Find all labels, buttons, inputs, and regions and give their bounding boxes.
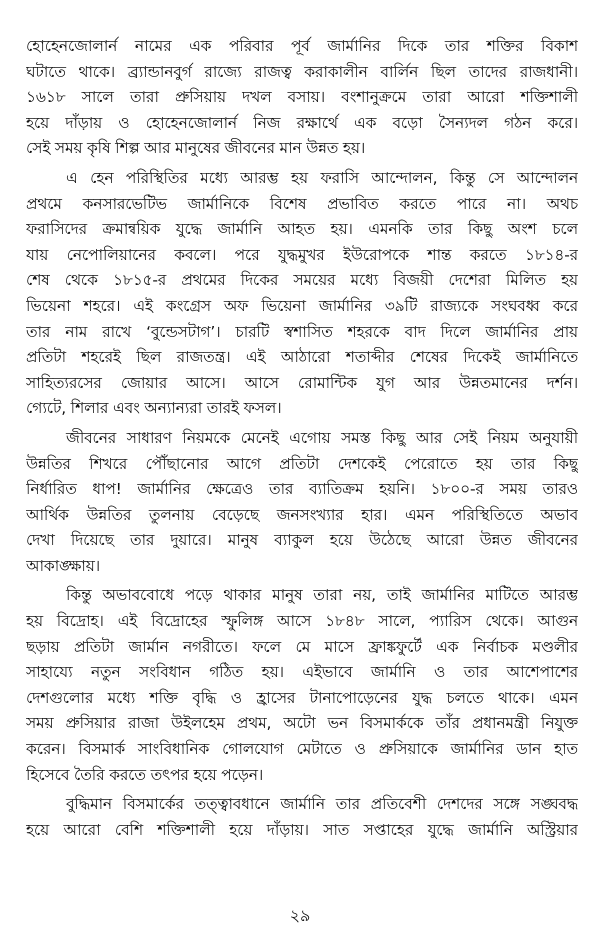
text-line: সাহিত্যরসের জোয়ার আসে। আসে রোমান্টিক যুগ আর উন্নতমানের দর্শন।: [26, 373, 578, 392]
text-line: এ হেন পরিস্থিতির মধ্যে আরম্ভ হয় ফরাসি আন্দোলন, কিন্তু সে আন্দোলন: [66, 168, 578, 187]
paragraph: [26, 34, 578, 162]
text-line: হিসেবে তৈরি করতে তৎপর হয়ে পড়েন।: [26, 765, 264, 784]
text-line: সাহায্যে নতুন সংবিধান গঠিত হয়। এইভাবে জার্মানি ও তার আশেপাশের: [26, 663, 578, 682]
text-line: ফরাসিদের ক্রমান্বয়িক যুদ্ধে জার্মানি আহত হয়। এমনকি তার কিছু অংশ চলে: [26, 220, 578, 239]
text-line: ১৬১৮ সালে তারা প্রুসিয়ায় দখল বসায়। বংশানুক্রমে তারা আরো শক্তিশালী: [26, 88, 578, 107]
text-line: নির্ধারিত ধাপ! জার্মানির ক্ষেত্রেও তার ব্যাতিক্রম হয়নি। ১৮০০-র সময় তারও: [26, 480, 578, 499]
text-line: করেন। বিসমার্ক সাংবিধানিক গোলযোগ মেটাতে ও প্রুসিয়াকে জার্মানির ডান হাত: [26, 740, 578, 759]
text-line: ছড়ায় প্রতিটা জার্মান নগরীতে। ফলে মে মাসে ফ্রাঙ্কফুর্টে এক নির্বাচক মণ্ডলীর: [26, 637, 578, 656]
paragraph: [26, 426, 578, 580]
text-line: আর্থিক উন্নতির তুলনায় বেড়েছে জনসংখ্যার হার। এমন পরিস্থিতিতে অভাব: [26, 505, 578, 524]
text-line: আকাঙ্ক্ষায়।: [26, 556, 101, 575]
text-line: দেশগুলোর মধ্যে শক্তি বৃদ্ধি ও হ্রাসের টানাপোড়েনের যুদ্ধ চলতে থাকে। এমন: [26, 688, 578, 707]
text-line: শেষ থেকে ১৮১৫-র প্রথমের দিকের সময়ের মধ্যে বিজয়ী দেশেরা মিলিত হয়: [26, 271, 578, 290]
text-line: গ্যেটে, শিলার এবং অন্যান্যরা তারই ফসল।: [26, 399, 282, 418]
text-line: হয়ে আরো বেশি শক্তিশালী হয়ে দাঁড়ায়। সাত সপ্তাহের যুদ্ধে জার্মানি অস্ট্রিয়ার: [26, 820, 578, 839]
text-line: যায় নেপোলিয়ানের কবলে। পরে যুদ্ধমুখর ইউরোপকে শান্ত করতে ১৮১৪-র: [26, 245, 578, 264]
text-line: বুদ্ধিমান বিসমার্কের তত্ত্বাবধানে জার্মানি তার প্রতিবেশী দেশদের সঙ্গে সঙ্ঘবদ্ধ: [66, 795, 578, 814]
text-line: ভিয়েনা শহরে। এই কংগ্রেস অফ ভিয়েনা জার্মানির ৩৯টি রাজ্যকে সংঘবধ্ব করে: [26, 296, 578, 315]
text-line: কিন্তু অভাববোধে পড়ে থাকার মানুষ তারা নয়, তাই জার্মানির মাটিতে আরম্ভ: [66, 586, 578, 605]
text-line: তার নাম রাখে ‘বুন্ডেসটাগ’। চারটি স্বশাসিত শহরকে বাদ দিলে জার্মানির প্রায়: [26, 322, 578, 341]
text-line: প্রতিটা শহরেই ছিল রাজতন্ত্র। এই আঠারো শতাব্দীর শেষের দিকেই জার্মানিতে: [26, 348, 578, 367]
text-line: হোহেনজোলার্ন নামের এক পরিবার পূর্ব জার্মানির দিকে তার শক্তির বিকাশ: [26, 37, 578, 55]
paragraph: [26, 792, 578, 843]
text-line: প্রথমে কনসারভেটিভ জার্মানিকে বিশেষ প্রভাবিত করতে পারে না। অথচ: [26, 194, 578, 213]
text-line: সেই সময় কৃষি শিল্প আর মানুষের জীবনের মান উন্নত হয়।: [26, 139, 366, 158]
paragraph: [26, 583, 578, 788]
text-line: দেখা দিয়েছে তার দুয়ারে। মানুষ ব্যাকুল হয়ে উঠেছে আরো উন্নত জীবনের: [26, 531, 578, 550]
text-line: উন্নতির শিখরে পৌঁছানোর আগে প্রতিটা দেশকেই পেরোতে হয় তার কিছু: [26, 454, 578, 473]
body-text: [26, 34, 578, 843]
text-line: হয় বিদ্রোহ। এই বিদ্রোহের স্ফুলিঙ্গ আসে ১৮৪৮ সালে, প্যারিস থেকে। আগুন: [26, 612, 578, 631]
text-line: সময় প্রুসিয়ার রাজা উইলহেম প্রথম, অটো ভন বিসমার্ককে তাঁর প্রধানমন্ত্রী নিযুক্ত: [26, 714, 578, 733]
paragraph: [26, 166, 578, 422]
page-number: ২৯: [289, 906, 311, 925]
text-line: জীবনের সাধারণ নিয়মকে মেনেই এগোয় সমস্ত কিছু আর সেই নিয়ম অনুযায়ী: [66, 428, 578, 447]
text-line: ঘটাতে থাকে। ব্র্যান্ডানবুর্গ রাজ্যে রাজত্ব করাকালীন বার্লিন ছিল তাদের রাজধানী।: [26, 62, 578, 81]
text-line: হয়ে দাঁড়ায় ও হোহেনজোলার্ন নিজ রক্ষার্থে এক বড়ো সৈন্যদল গঠন করে।: [26, 113, 578, 132]
